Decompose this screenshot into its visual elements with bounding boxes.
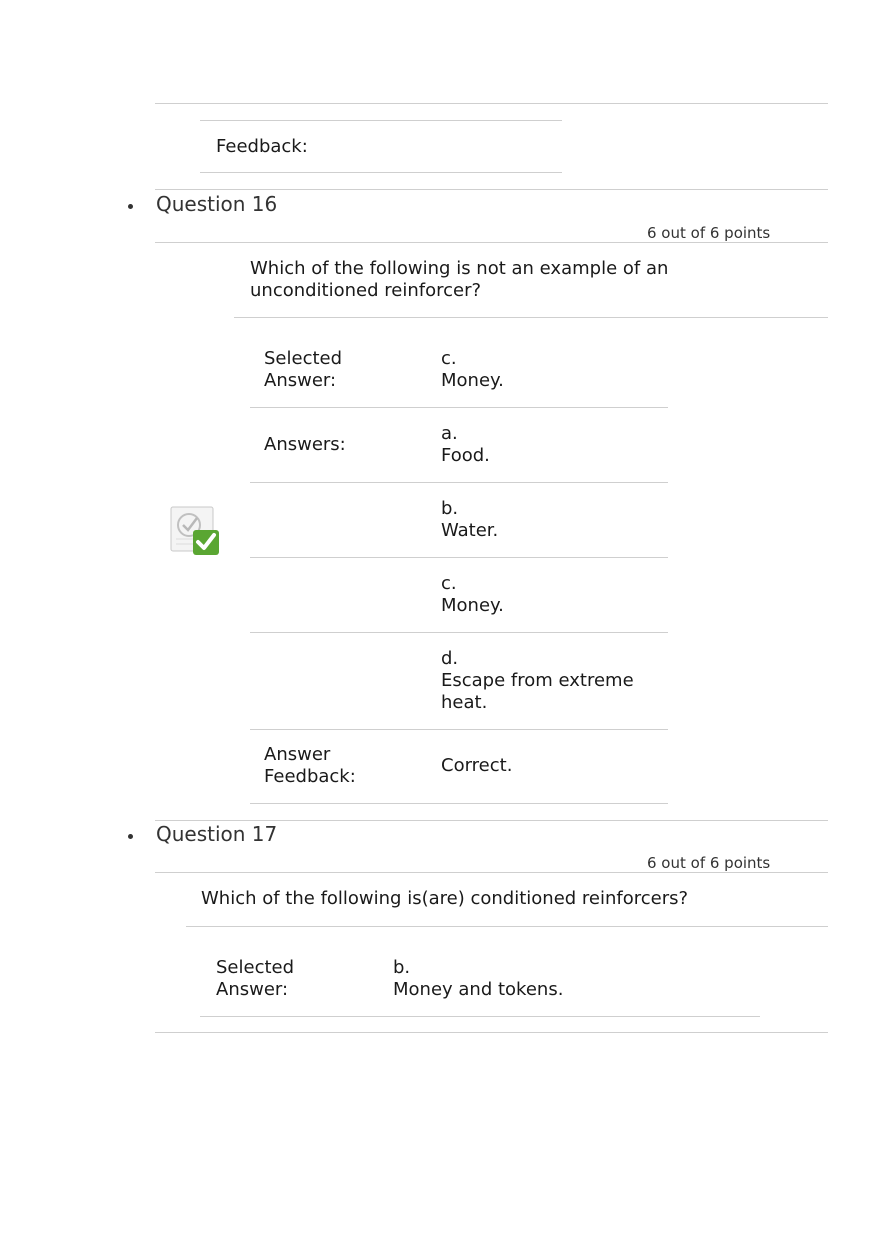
- divider: [200, 1016, 760, 1017]
- divider: [155, 189, 828, 190]
- question-17-prompt: Which of the following is(are) conditioned reinforcers?: [201, 888, 689, 909]
- divider: [250, 482, 668, 483]
- divider: [155, 820, 828, 821]
- list-bullet: [128, 834, 133, 839]
- question-16-title: Question 16: [156, 192, 278, 216]
- answer-option-c: c. Money.: [441, 573, 504, 616]
- selected-answer-value: c. Money.: [441, 348, 504, 391]
- divider: [250, 407, 668, 408]
- divider: [250, 632, 668, 633]
- answers-label: Answers:: [264, 434, 346, 455]
- question-17-title: Question 17: [156, 822, 278, 846]
- answer-feedback-label: Answer Feedback:: [264, 744, 356, 787]
- divider: [155, 1032, 828, 1033]
- list-bullet: [128, 204, 133, 209]
- feedback-label: Feedback:: [216, 136, 308, 157]
- selected-answer-value: b. Money and tokens.: [393, 957, 564, 1000]
- correct-check-icon: [169, 505, 221, 557]
- answer-option-b: b. Water.: [441, 498, 499, 541]
- divider: [250, 729, 668, 730]
- divider: [250, 803, 668, 804]
- divider: [200, 120, 562, 121]
- divider: [250, 557, 668, 558]
- divider: [155, 103, 828, 104]
- divider: [186, 926, 828, 927]
- answer-option-a: a. Food.: [441, 423, 490, 466]
- question-17-points: 6 out of 6 points: [647, 854, 771, 872]
- question-16-points: 6 out of 6 points: [647, 224, 771, 242]
- question-16-prompt: Which of the following is not an example of an unconditioned reinforcer?: [250, 258, 669, 301]
- selected-answer-label: Selected Answer:: [216, 957, 295, 1000]
- divider: [200, 172, 562, 173]
- answer-option-d: d. Escape from extreme heat.: [441, 648, 634, 713]
- divider: [234, 317, 828, 318]
- answer-feedback-value: Correct.: [441, 755, 513, 776]
- divider: [155, 872, 828, 873]
- selected-answer-label: Selected Answer:: [264, 348, 343, 391]
- divider: [155, 242, 828, 243]
